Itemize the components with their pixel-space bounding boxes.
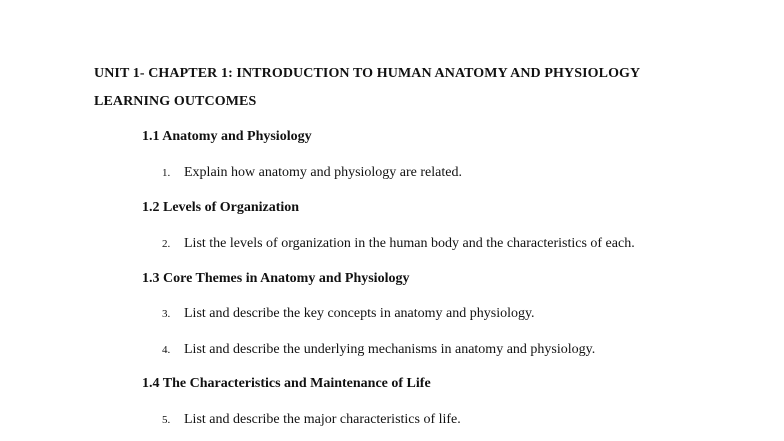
list-item-number: 4. (162, 344, 171, 356)
list-item-text: List and describe the underlying mechanisms in anatomy and physiology. (184, 342, 596, 357)
list-item-text: List and describe the key concepts in anatomy and physiology. (184, 306, 535, 321)
list-item-text: Explain how anatomy and physiology are related. (184, 165, 462, 180)
section-heading-1-2: 1.2 Levels of Organization (142, 200, 300, 215)
section-heading-1-4: 1.4 The Characteristics and Maintenance of Life (142, 376, 431, 391)
section-heading-1-3: 1.3 Core Themes in Anatomy and Physiology (142, 271, 410, 286)
list-item-number: 2. (162, 238, 171, 250)
learning-outcomes-heading: LEARNING OUTCOMES (94, 94, 257, 109)
list-item-number: 1. (162, 167, 171, 179)
list-item-number: 5. (162, 414, 171, 426)
list-item-number: 3. (162, 308, 171, 320)
list-item-text: List the levels of organization in the human body and the characteristics of each. (184, 236, 635, 251)
section-heading-1-1: 1.1 Anatomy and Physiology (142, 129, 312, 144)
chapter-title: UNIT 1- CHAPTER 1: INTRODUCTION TO HUMAN ANATOMY AND PHYSIOLOGY (94, 66, 641, 81)
list-item-text: List and describe the major characteristics of life. (184, 412, 461, 427)
